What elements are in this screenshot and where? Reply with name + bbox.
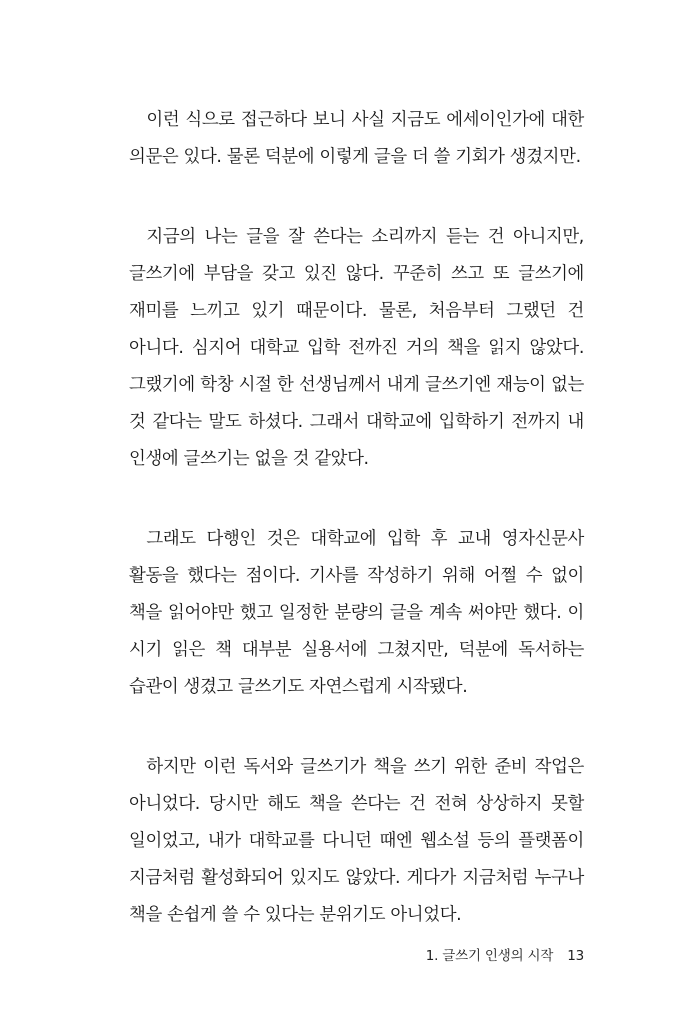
body-text	[129, 102, 584, 977]
page-footer	[426, 944, 584, 964]
paragraph-1: 이런 식으로 접근하다 보니 사실 지금도 에세이인가에 대한 의문은 있다. 물론 덕분에 이렇게 글을 더 쓸 기회가 생겼지만.	[129, 110, 584, 167]
paragraph-4: 하지만 이런 독서와 글쓰기가 책을 쓰기 위한 준비 작업은 아니었다. 당시만 해도 책을 쓴다는 건 전혀 상상하지 못할 일이었고, 내가 대학교를 다니던 때엔 웹소설 등의 플랫폼이 지금처럼 활성화되어 있지도 않았다. 게다가 지금처럼 누구나 책을 손쉽게 쓸 수 있다는 분위기도 아니었다.	[129, 757, 584, 925]
paragraph-3: 그래도 다행인 것은 대학교에 입학 후 교내 영자신문사 활동을 했다는 점이다. 기사를 작성하기 위해 어쩔 수 없이 책을 읽어야만 했고 일정한 분량의 글을 계속 써야만 했다. 이 시기 읽은 책 대부분 실용서에 그쳤지만, 덕분에 독서하는 습관이 생겼고 글쓰기도 자연스럽게 시작됐다.	[129, 529, 584, 697]
chapter-title: 1. 글쓰기 인생의 시작	[425, 948, 554, 964]
page-number: 13	[567, 948, 584, 964]
paragraph-2: 지금의 나는 글을 잘 쓴다는 소리까지 듣는 건 아니지만, 글쓰기에 부담을 갖고 있진 않다. 꾸준히 쓰고 또 글쓰기에 재미를 느끼고 있기 때문이다. 물론, 처음부터 그랬던 건 아니다. 심지어 대학교 입학 전까진 거의 책을 읽지 않았다. 그랬기에 학창 시절 한 선생님께서 내게 글쓰기엔 재능이 없는 것 같다는 말도 하셨다. 그래서 대학교에 입학하기 전까지 내 인생에 글쓰기는 없을 것 같았다.	[129, 227, 584, 469]
